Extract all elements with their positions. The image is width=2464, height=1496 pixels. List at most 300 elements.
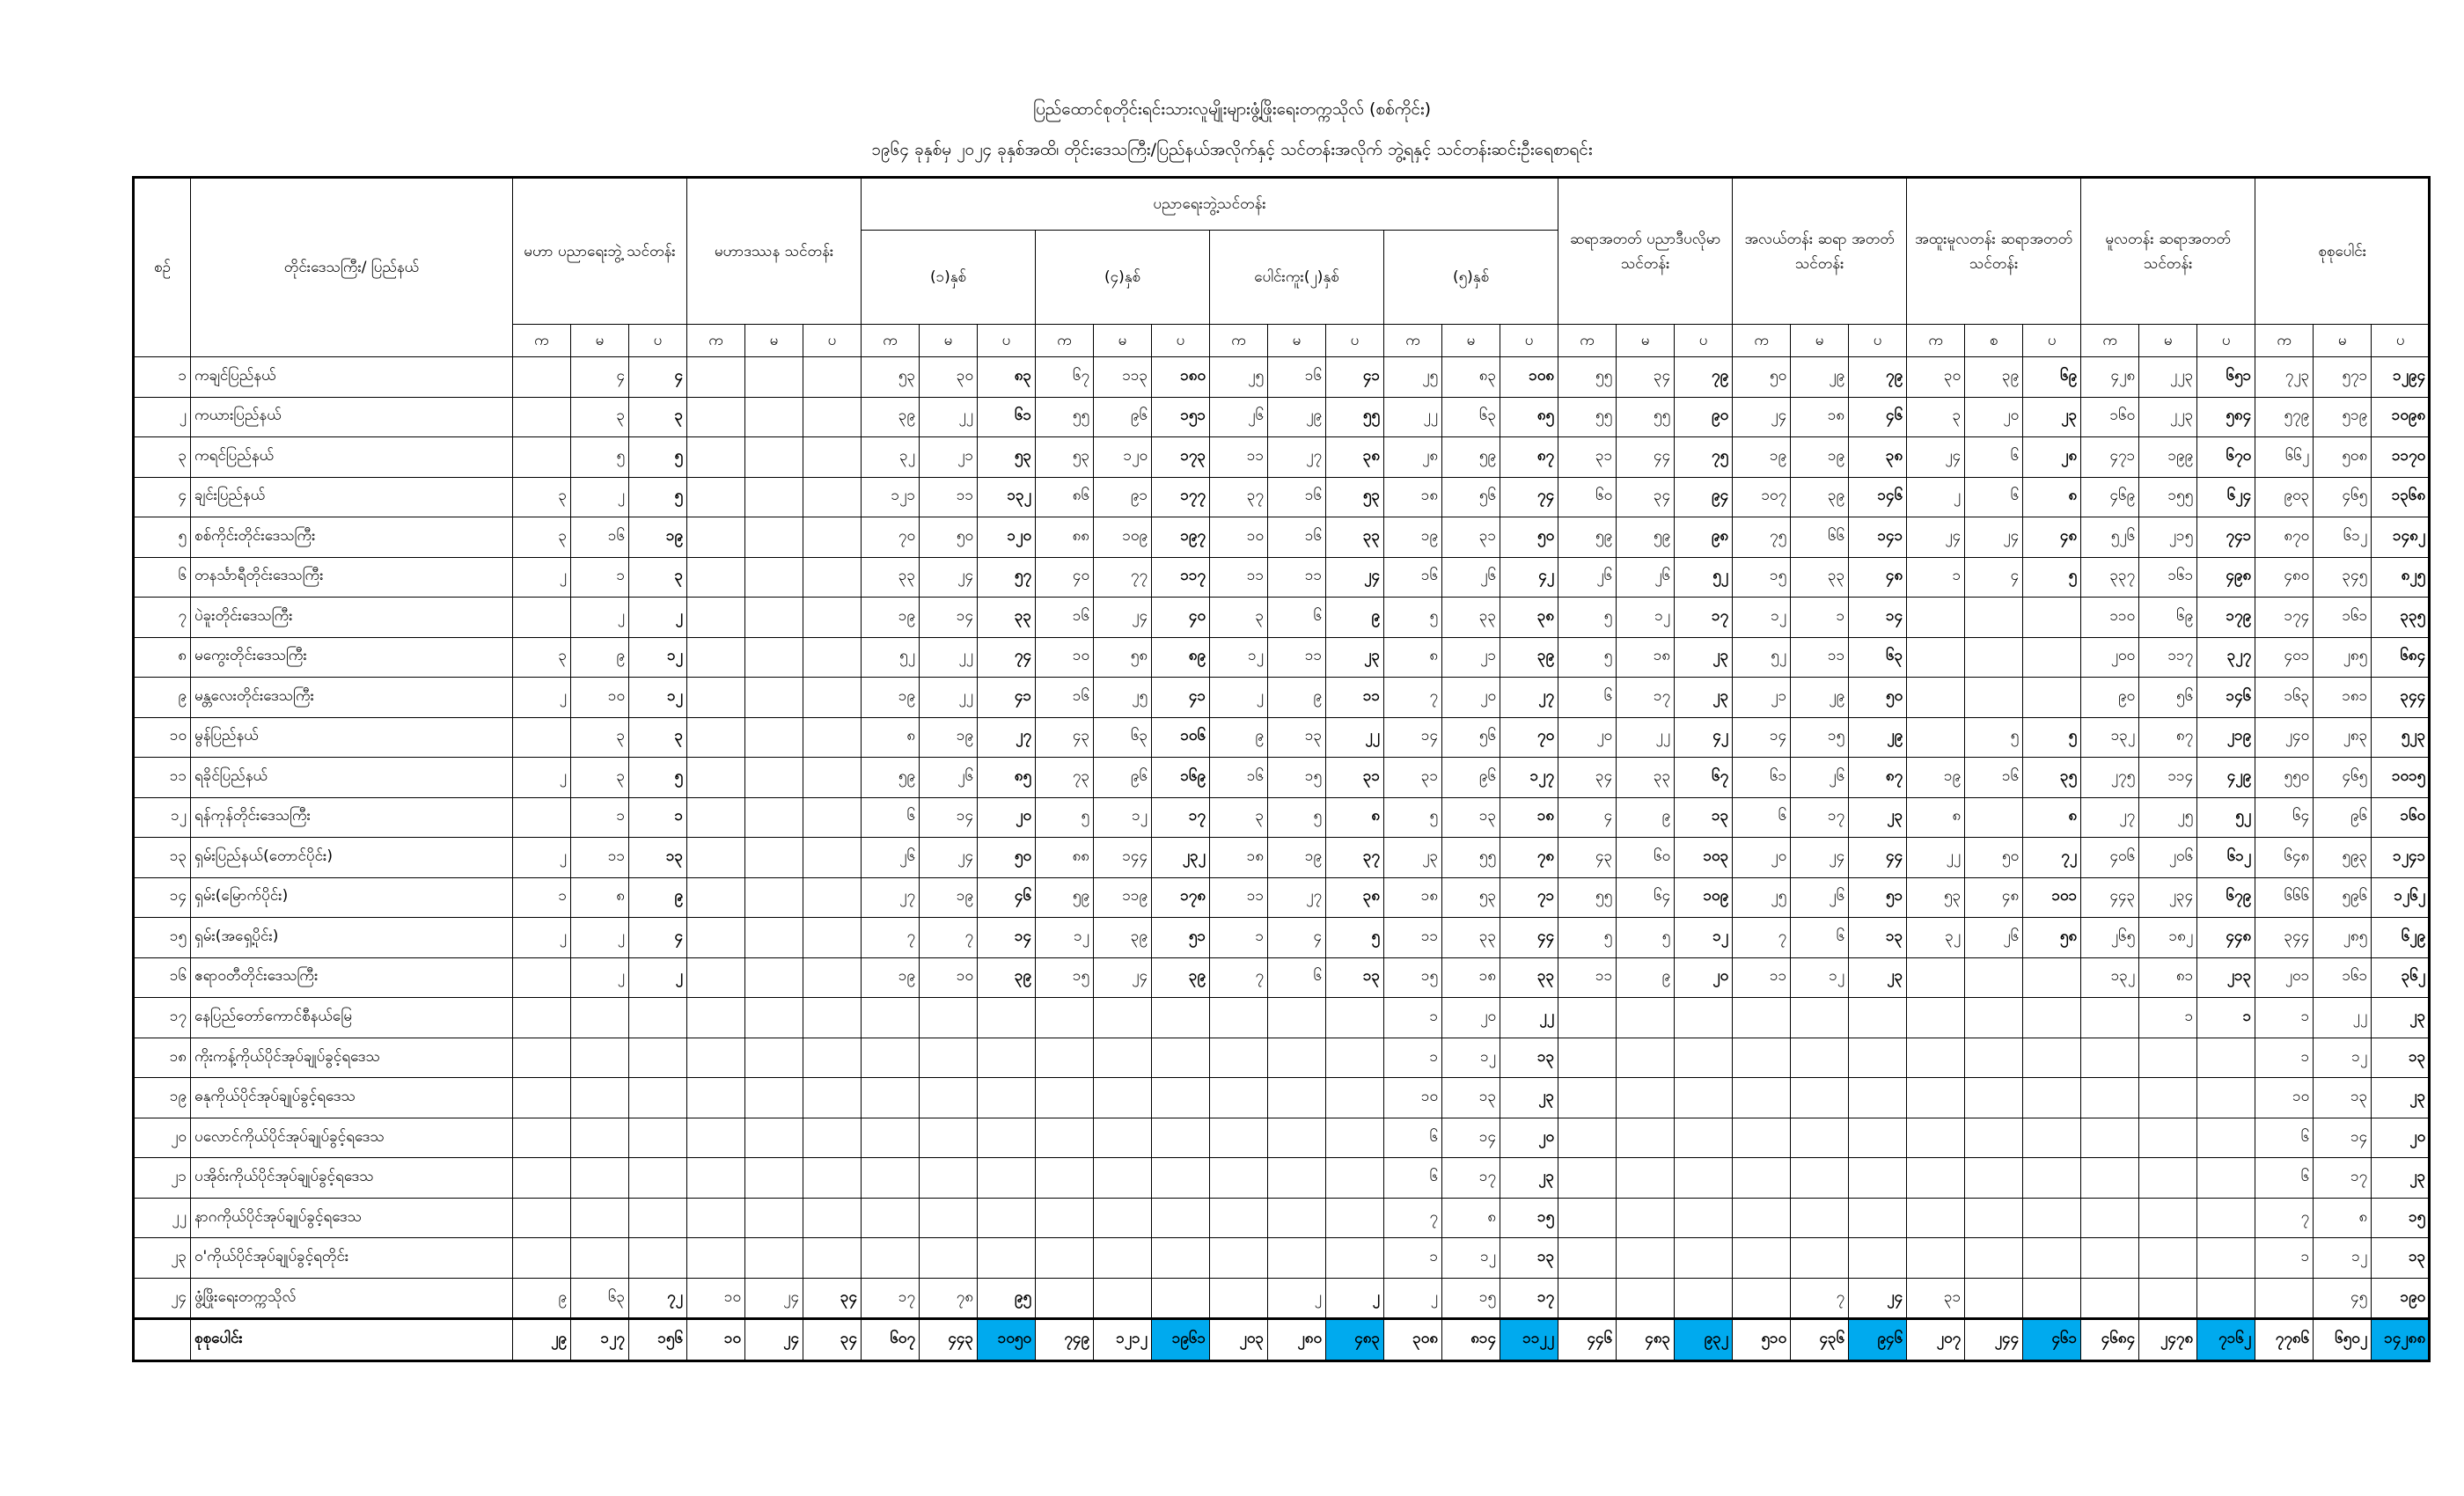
- value-cell: [1675, 998, 1733, 1038]
- value-cell: ၂: [1326, 1278, 1384, 1319]
- value-cell: [2023, 637, 2081, 678]
- value-cell: ၂၅: [1210, 357, 1268, 398]
- value-cell: [1094, 1238, 1152, 1279]
- value-cell: ၇: [1733, 918, 1791, 958]
- value-cell: ၂၉: [1791, 678, 1849, 718]
- value-cell: [1617, 1078, 1675, 1118]
- value-cell: [1907, 1158, 1965, 1199]
- value-cell: ၉: [629, 877, 687, 918]
- value-cell: [2197, 1198, 2255, 1238]
- value-cell: [2197, 1118, 2255, 1158]
- value-cell: ၁၇: [1675, 598, 1733, 638]
- value-cell: [687, 797, 745, 838]
- value-cell: [1733, 1038, 1791, 1078]
- value-cell: [2139, 1198, 2197, 1238]
- value-cell: ၂၂: [1500, 998, 1558, 1038]
- value-cell: ၇: [1384, 678, 1442, 718]
- value-cell: ၄၆၁: [2023, 1319, 2081, 1361]
- value-cell: ၁၁၀: [2081, 598, 2139, 638]
- table-row: [134, 1078, 2430, 1118]
- value-cell: ၃၉: [1152, 957, 1210, 998]
- value-cell: ၂၂: [1384, 397, 1442, 437]
- value-cell: ၅၉: [862, 758, 920, 798]
- sub-header-cell: က: [687, 325, 745, 357]
- value-cell: ၁၄၆: [1849, 477, 1907, 517]
- value-cell: [513, 1238, 571, 1279]
- value-cell: [1094, 1198, 1152, 1238]
- value-cell: ၉: [1617, 797, 1675, 838]
- value-cell: [1907, 1198, 1965, 1238]
- value-cell: [571, 998, 629, 1038]
- value-cell: ၂၈၅: [2314, 918, 2372, 958]
- value-cell: ၁၂၁: [862, 477, 920, 517]
- value-cell: [571, 1038, 629, 1078]
- value-cell: [2081, 998, 2139, 1038]
- table-row: [134, 1158, 2430, 1199]
- value-cell: ၃၄: [803, 1319, 862, 1361]
- value-cell: ၁: [571, 557, 629, 598]
- value-cell: [803, 437, 862, 478]
- value-cell: [1558, 1078, 1617, 1118]
- table-row: [134, 717, 2430, 758]
- value-cell: [1152, 1278, 1210, 1319]
- value-cell: ၃၉: [1791, 477, 1849, 517]
- value-cell: [1617, 1118, 1675, 1158]
- value-cell: ၆၅၀၂: [2314, 1319, 2372, 1361]
- value-cell: ၆၅၁: [2197, 357, 2255, 398]
- value-cell: ၁၁: [1210, 877, 1268, 918]
- value-cell: ၁၆၉: [1152, 758, 1210, 798]
- value-cell: [687, 957, 745, 998]
- value-cell: ၄၈: [1849, 557, 1907, 598]
- region-name: ရခိုင်ပြည်နယ်: [191, 758, 513, 798]
- header-total: စုစုပေါင်း: [2255, 178, 2430, 325]
- value-cell: [1036, 1078, 1094, 1118]
- value-cell: ၅၁: [1849, 877, 1907, 918]
- value-cell: ၁၁၃: [1094, 357, 1152, 398]
- value-cell: ၃: [513, 637, 571, 678]
- value-cell: [1210, 1158, 1268, 1199]
- value-cell: [1675, 1238, 1733, 1279]
- value-cell: [1907, 998, 1965, 1038]
- value-cell: [2139, 1278, 2197, 1319]
- value-cell: [803, 397, 862, 437]
- value-cell: ၆၁: [1733, 758, 1791, 798]
- value-cell: [571, 1198, 629, 1238]
- row-number: ၆: [134, 557, 191, 598]
- value-cell: ၂၉: [513, 1319, 571, 1361]
- value-cell: ၃၉: [862, 397, 920, 437]
- value-cell: [2081, 1118, 2139, 1158]
- value-cell: [1733, 1198, 1791, 1238]
- value-cell: [978, 1158, 1036, 1199]
- value-cell: ၂: [513, 838, 571, 878]
- value-cell: [571, 1078, 629, 1118]
- value-cell: [1558, 1198, 1617, 1238]
- value-cell: ၆: [2255, 1158, 2314, 1199]
- header-bridge2: ပေါင်းကူး(၂)နှစ်: [1210, 231, 1384, 325]
- value-cell: [1733, 1158, 1791, 1199]
- value-cell: [2023, 598, 2081, 638]
- table-row: [134, 1278, 2430, 1319]
- value-cell: ၃၂၇: [2197, 637, 2255, 678]
- value-cell: ၁၈၀: [1152, 357, 1210, 398]
- value-cell: ၁၅: [1384, 957, 1442, 998]
- value-cell: ၅၅: [1036, 397, 1094, 437]
- value-cell: [1268, 1078, 1326, 1118]
- value-cell: ၇၄: [978, 637, 1036, 678]
- value-cell: ၅၆: [1442, 477, 1500, 517]
- value-cell: ၆၃: [1094, 717, 1152, 758]
- value-cell: ၁၇၄: [2255, 598, 2314, 638]
- value-cell: ၂၇: [1500, 678, 1558, 718]
- table-row: [134, 477, 2430, 517]
- value-cell: ၁၆: [1965, 758, 2023, 798]
- value-cell: ၂၆: [1965, 918, 2023, 958]
- value-cell: ၂၃: [1675, 678, 1733, 718]
- value-cell: [920, 1038, 978, 1078]
- value-cell: ၁၉၉: [2139, 437, 2197, 478]
- value-cell: ၃၈: [1500, 598, 1558, 638]
- table-row: [134, 1198, 2430, 1238]
- value-cell: ၁: [513, 877, 571, 918]
- value-cell: ၁၅၁: [1152, 397, 1210, 437]
- value-cell: ၈၃: [1442, 357, 1500, 398]
- value-cell: ၁၉: [1384, 517, 1442, 558]
- value-cell: [803, 1198, 862, 1238]
- value-cell: [513, 797, 571, 838]
- page-title: ပြည်ထောင်စုတိုင်းရင်းသားလူမျိုးများဖွံ့ဖြိုးရေးတက္ကသိုလ် (စစ်ကိုင်း): [1032, 99, 1432, 119]
- value-cell: ၇၈: [1500, 838, 1558, 878]
- value-cell: ၂၅: [1733, 877, 1791, 918]
- value-cell: ၁၈: [1442, 957, 1500, 998]
- value-cell: [1617, 1278, 1675, 1319]
- value-cell: [513, 1158, 571, 1199]
- value-cell: [803, 557, 862, 598]
- value-cell: ၅၅: [1617, 397, 1675, 437]
- value-cell: ၂၇: [2081, 797, 2139, 838]
- value-cell: ၁၈၁: [2314, 678, 2372, 718]
- value-cell: [745, 1158, 803, 1199]
- value-cell: [1036, 1118, 1094, 1158]
- value-cell: ၈၁၄: [1442, 1319, 1500, 1361]
- value-cell: [745, 678, 803, 718]
- value-cell: ၂: [571, 957, 629, 998]
- value-cell: ၅၅: [1558, 357, 1617, 398]
- value-cell: ၁၄: [920, 797, 978, 838]
- table-row: [134, 397, 2430, 437]
- value-cell: ၉: [513, 1278, 571, 1319]
- value-cell: ၂၁: [920, 437, 978, 478]
- value-cell: ၁၃: [1500, 1238, 1558, 1279]
- row-number: ၂၄: [134, 1278, 191, 1319]
- value-cell: ၁၇: [1791, 797, 1849, 838]
- value-cell: [745, 918, 803, 958]
- value-cell: [513, 1118, 571, 1158]
- value-cell: [2081, 1198, 2139, 1238]
- value-cell: ၁၀၁: [2023, 877, 2081, 918]
- value-cell: ၅၃: [1036, 437, 1094, 478]
- value-cell: [745, 957, 803, 998]
- value-cell: ၂၇: [1268, 877, 1326, 918]
- value-cell: ၁၂: [2314, 1038, 2372, 1078]
- value-cell: ၁၄၈၂: [2372, 517, 2430, 558]
- value-cell: ၁၈: [1210, 838, 1268, 878]
- value-cell: [920, 1198, 978, 1238]
- value-cell: [1907, 1078, 1965, 1118]
- value-cell: ၁၂: [1617, 598, 1675, 638]
- value-cell: ၂၃: [2372, 1078, 2430, 1118]
- value-cell: ၃၁: [1326, 758, 1384, 798]
- value-cell: ၂၁၃: [2197, 957, 2255, 998]
- value-cell: [629, 1158, 687, 1199]
- value-cell: ၁၁: [1326, 678, 1384, 718]
- value-cell: ၁: [2255, 1238, 2314, 1279]
- value-cell: [1733, 1278, 1791, 1319]
- value-cell: [1094, 1078, 1152, 1118]
- value-cell: [745, 797, 803, 838]
- value-cell: [1675, 1278, 1733, 1319]
- value-cell: [1036, 1198, 1094, 1238]
- value-cell: [862, 1158, 920, 1199]
- value-cell: ၁၂၇: [1500, 758, 1558, 798]
- value-cell: ၇၇: [1094, 557, 1152, 598]
- value-cell: ၉: [1617, 957, 1675, 998]
- value-cell: ၂၇၅: [2081, 758, 2139, 798]
- value-cell: [1036, 998, 1094, 1038]
- value-cell: [745, 1118, 803, 1158]
- value-cell: ၁၀၃: [1675, 838, 1733, 878]
- value-cell: ၂၈၃: [2314, 717, 2372, 758]
- value-cell: ၁၀၅၀: [978, 1319, 1036, 1361]
- value-cell: ၈၈: [1036, 838, 1094, 878]
- value-cell: ၃: [629, 397, 687, 437]
- value-cell: ၂၀၀: [2081, 637, 2139, 678]
- value-cell: ၁၁၂၂: [1500, 1319, 1558, 1361]
- value-cell: ၁၄၁: [1849, 517, 1907, 558]
- value-cell: [803, 637, 862, 678]
- value-cell: [1268, 1198, 1326, 1238]
- value-cell: ၁၃၂: [978, 477, 1036, 517]
- value-cell: ၉၆: [1094, 397, 1152, 437]
- value-cell: [687, 637, 745, 678]
- value-cell: ၄၈: [2023, 517, 2081, 558]
- value-cell: [862, 1118, 920, 1158]
- value-cell: ၂၂: [2314, 998, 2372, 1038]
- value-cell: [1210, 1078, 1268, 1118]
- value-cell: ၆: [2255, 1118, 2314, 1158]
- table-row: [134, 877, 2430, 918]
- value-cell: ၅၂: [2197, 797, 2255, 838]
- value-cell: ၆: [862, 797, 920, 838]
- table-row: [134, 1118, 2430, 1158]
- value-cell: ၅၉: [1036, 877, 1094, 918]
- sub-header-cell: မ: [1791, 325, 1849, 357]
- value-cell: ၁၃: [2314, 1078, 2372, 1118]
- value-cell: ၁၆၀: [2372, 797, 2430, 838]
- value-cell: [2255, 1278, 2314, 1319]
- value-cell: [803, 918, 862, 958]
- value-cell: ၁၉: [920, 877, 978, 918]
- value-cell: ၁: [1384, 1238, 1442, 1279]
- value-cell: [1849, 998, 1907, 1038]
- value-cell: ၃၃: [862, 557, 920, 598]
- value-cell: ၂: [571, 918, 629, 958]
- value-cell: [1965, 637, 2023, 678]
- value-cell: ၁၃၆၈: [2372, 477, 2430, 517]
- value-cell: ၂၈၀: [1268, 1319, 1326, 1361]
- value-cell: ၅၂: [1675, 557, 1733, 598]
- value-cell: [978, 1118, 1036, 1158]
- value-cell: ၁၀၉: [1094, 517, 1152, 558]
- page-subtitle: ၁၉၆၄ ခုနှစ်မှ ၂၀၂၄ ခုနှစ်အထိ၊ တိုင်းဒေသကြီး/ပြည်နယ်အလိုက်နှင့် သင်တန်းအလိုက် ဘွဲ့ရနှင့် သင်တန်းဆင်းဦးရေစာရင်း: [871, 140, 1593, 159]
- value-cell: ၄၁: [1326, 357, 1384, 398]
- value-cell: ၁၃: [1500, 1038, 1558, 1078]
- value-cell: [687, 758, 745, 798]
- value-cell: ၁၉: [862, 598, 920, 638]
- region-name: တနင်္သာရီတိုင်းဒေသကြီး: [191, 557, 513, 598]
- value-cell: [2081, 1038, 2139, 1078]
- value-cell: [1675, 1038, 1733, 1078]
- value-cell: [745, 557, 803, 598]
- value-cell: [2023, 1158, 2081, 1199]
- value-cell: [1849, 1078, 1907, 1118]
- value-cell: [745, 357, 803, 398]
- value-cell: ၁၆၁: [2314, 957, 2372, 998]
- value-cell: ၉၀: [2081, 678, 2139, 718]
- value-cell: ၉၀၃: [2255, 477, 2314, 517]
- value-cell: ၁၅၆: [629, 1319, 687, 1361]
- region-name: ဖွံ့ဖြိုးရေးတက္ကသိုလ်: [191, 1278, 513, 1319]
- value-cell: ၁၈: [1791, 397, 1849, 437]
- value-cell: ၅၈: [1094, 637, 1152, 678]
- value-cell: ၃၃: [1326, 517, 1384, 558]
- total-row: [134, 1319, 2430, 1361]
- value-cell: ၆၀: [1558, 477, 1617, 517]
- value-cell: [1791, 1158, 1849, 1199]
- value-cell: ၃၄၄: [2255, 918, 2314, 958]
- value-cell: ၄၂: [1500, 557, 1558, 598]
- value-cell: ၆: [1965, 477, 2023, 517]
- value-cell: [2139, 1078, 2197, 1118]
- value-cell: ၁၁၇: [2139, 637, 2197, 678]
- value-cell: [1965, 1238, 2023, 1279]
- value-cell: ၂၄: [920, 838, 978, 878]
- value-cell: ၁၅: [1036, 957, 1094, 998]
- sub-header-cell: ပ: [2197, 325, 2255, 357]
- value-cell: ၄၂: [1675, 717, 1733, 758]
- value-cell: ၆: [1965, 437, 2023, 478]
- table-row: [134, 357, 2430, 398]
- value-cell: [2023, 1038, 2081, 1078]
- value-cell: [687, 877, 745, 918]
- value-cell: ၁၉: [862, 957, 920, 998]
- value-cell: ၁၀: [1384, 1078, 1442, 1118]
- region-name: ချင်းပြည်နယ်: [191, 477, 513, 517]
- value-cell: ၁၃: [1326, 957, 1384, 998]
- value-cell: ၁၉: [1268, 838, 1326, 878]
- value-cell: [687, 1118, 745, 1158]
- value-cell: ၁၁၄: [2139, 758, 2197, 798]
- region-name: မန္တလေးတိုင်းဒေသကြီး: [191, 678, 513, 718]
- value-cell: ၆၁၂: [2197, 838, 2255, 878]
- value-cell: ၁၁: [1210, 437, 1268, 478]
- value-cell: [1558, 1118, 1617, 1158]
- value-cell: ၁၂: [1733, 598, 1791, 638]
- value-cell: ၅: [1617, 918, 1675, 958]
- value-cell: ၆၇: [1675, 758, 1733, 798]
- value-cell: ၃၃: [978, 598, 1036, 638]
- value-cell: ၆၄: [1617, 877, 1675, 918]
- value-cell: ၇၉: [1675, 357, 1733, 398]
- value-cell: [1326, 1158, 1384, 1199]
- value-cell: ၁၄၆: [2197, 678, 2255, 718]
- value-cell: ၁၁: [1210, 557, 1268, 598]
- value-cell: ၄၀: [1152, 598, 1210, 638]
- value-cell: ၆၆: [1791, 517, 1849, 558]
- value-cell: ၁၃၂: [2081, 957, 2139, 998]
- value-cell: ၃၉: [1500, 637, 1558, 678]
- value-cell: ၂၃: [1849, 797, 1907, 838]
- value-cell: ၃၁: [1384, 758, 1442, 798]
- value-cell: ၂: [513, 557, 571, 598]
- value-cell: [745, 1198, 803, 1238]
- value-cell: [920, 998, 978, 1038]
- value-cell: ၇၁၆၂: [2197, 1319, 2255, 1361]
- value-cell: ၂၀၇: [1907, 1319, 1965, 1361]
- value-cell: [1675, 1118, 1733, 1158]
- value-cell: ၃၈: [1326, 877, 1384, 918]
- value-cell: ၁၃: [1675, 797, 1733, 838]
- value-cell: ၁၆: [1268, 517, 1326, 558]
- region-name: ရှမ်း(မြောက်ပိုင်း): [191, 877, 513, 918]
- value-cell: [1268, 1158, 1326, 1199]
- value-cell: ၆၃: [1849, 637, 1907, 678]
- row-number: ၃: [134, 437, 191, 478]
- value-cell: ၄၁: [1152, 678, 1210, 718]
- value-cell: ၆: [1384, 1158, 1442, 1199]
- value-cell: ၁၀၉: [1675, 877, 1733, 918]
- value-cell: ၂၆: [1558, 557, 1617, 598]
- value-cell: ၉: [1268, 678, 1326, 718]
- value-cell: ၂၃: [1384, 838, 1442, 878]
- row-number: ၁၁: [134, 758, 191, 798]
- value-cell: ၄၃: [1036, 717, 1094, 758]
- value-cell: [2197, 1158, 2255, 1199]
- value-cell: ၁၂၄၁: [2372, 838, 2430, 878]
- value-cell: ၃၉: [1094, 918, 1152, 958]
- value-cell: ၁၆၃: [2255, 678, 2314, 718]
- value-cell: ၅၃: [1907, 877, 1965, 918]
- value-cell: [513, 437, 571, 478]
- row-number: ၅: [134, 517, 191, 558]
- sub-header-cell: ပ: [1849, 325, 1907, 357]
- value-cell: ၉: [1210, 717, 1268, 758]
- value-cell: [1210, 1238, 1268, 1279]
- value-cell: ၅: [2023, 717, 2081, 758]
- value-cell: ၄၀: [1036, 557, 1094, 598]
- value-cell: ၉၁: [1094, 477, 1152, 517]
- table-row: [134, 557, 2430, 598]
- value-cell: ၅၀: [1500, 517, 1558, 558]
- sub-header-cell: က: [513, 325, 571, 357]
- table-row: [134, 838, 2430, 878]
- value-cell: [1036, 1158, 1094, 1199]
- value-cell: [1965, 957, 2023, 998]
- value-cell: ၄၇၁: [2081, 437, 2139, 478]
- row-number: ၂: [134, 397, 191, 437]
- value-cell: ၁: [1907, 557, 1965, 598]
